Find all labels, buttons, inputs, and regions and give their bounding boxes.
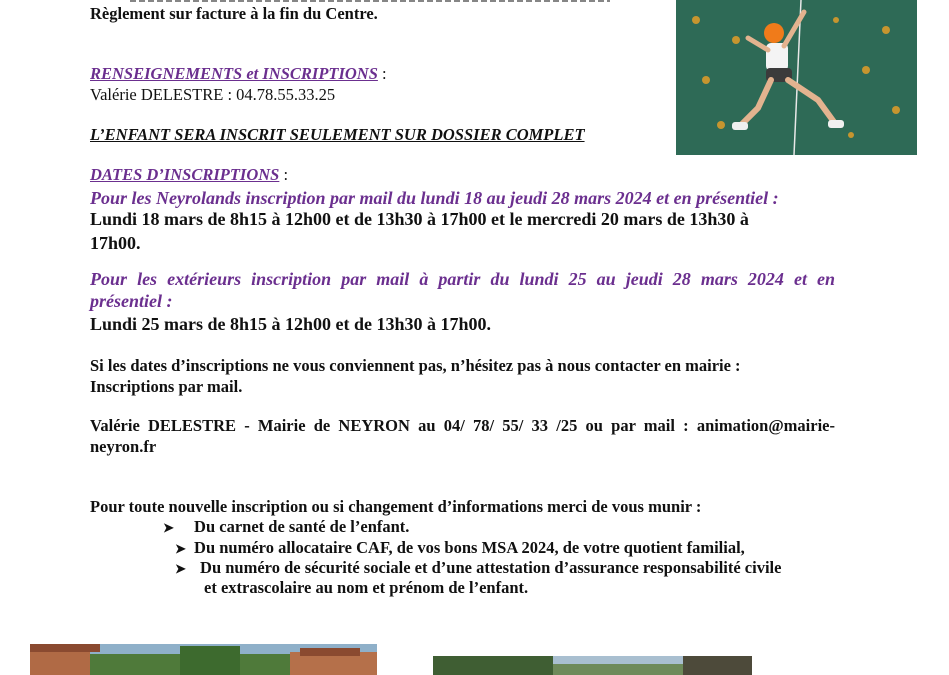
arrow-bullet-icon: ➤ [163,520,174,535]
contact-heading: RENSEIGNEMENTS et INSCRIPTIONS [90,64,378,83]
contact-heading-line [90,64,387,84]
climbing-photo [676,0,917,155]
dossier-notice: L’ENFANT SERA INSCRIT SEULEMENT SUR DOSSIER COMPLET [90,125,585,144]
contact-heading-suffix: : [377,64,387,83]
document-item-2-text: Du numéro allocataire CAF, de vos bons MSA 2024, de votre quotient familial, [194,538,745,557]
document-item-3 [175,558,781,579]
payment-text: Règlement sur facture à la fin du Centre. [90,4,378,23]
documents-intro: Pour toute nouvelle inscription ou si changement d’informations merci de vous munir : [90,497,702,516]
building-photo-art [30,644,377,675]
dates-heading-line [90,165,288,185]
landscape-photo [433,656,752,675]
document-item-2 [175,538,745,559]
building-photo [30,644,377,675]
outside-intro-line2: présentiel : [90,291,173,311]
contact-person: Valérie DELESTRE : 04.78.55.33.25 [90,85,336,104]
locals-schedule-line1: Lundi 18 mars de 8h15 à 12h00 et de 13h30 à 17h00 et le mercredi 20 mars de 13h30 à [90,209,749,229]
mairie-contact-line1: Valérie DELESTRE - Mairie de NEYRON au 04/ 78/ 55/ 33 /25 ou par mail : animation@mairie- [90,416,835,435]
mairie-contact-line2: neyron.fr [90,437,157,456]
document-item-3-text: Du numéro de sécurité sociale et d’une attestation d’assurance responsabilité civile [200,558,782,577]
contact-note-line2: Inscriptions par mail. [90,377,243,396]
cropped-top-line [130,0,610,2]
climbing-photo-art [676,0,917,155]
arrow-bullet-icon: ➤ [175,561,186,576]
dates-heading-suffix: : [279,165,289,184]
outside-schedule: Lundi 25 mars de 8h15 à 12h00 et de 13h30 à 17h00. [90,314,492,334]
locals-intro: Pour les Neyrolands inscription par mail du lundi 18 au jeudi 28 mars 2024 et en présentiel : [90,188,779,208]
dates-heading: DATES D’INSCRIPTIONS [90,165,280,184]
document-item-1 [163,517,409,538]
locals-schedule-line2: 17h00. [90,233,141,253]
contact-note-line1: Si les dates d’inscriptions ne vous conviennent pas, n’hésitez pas à nous contacter en mairie : [90,356,741,375]
document-item-3-line2: et extrascolaire au nom et prénom de l’enfant. [204,578,529,597]
outside-intro-line1: Pour les extérieurs inscription par mail à partir du lundi 25 au jeudi 28 mars 2024 et en [90,269,835,289]
landscape-photo-art [433,656,752,675]
document-item-1-text: Du carnet de santé de l’enfant. [194,517,410,536]
arrow-bullet-icon: ➤ [175,541,186,556]
